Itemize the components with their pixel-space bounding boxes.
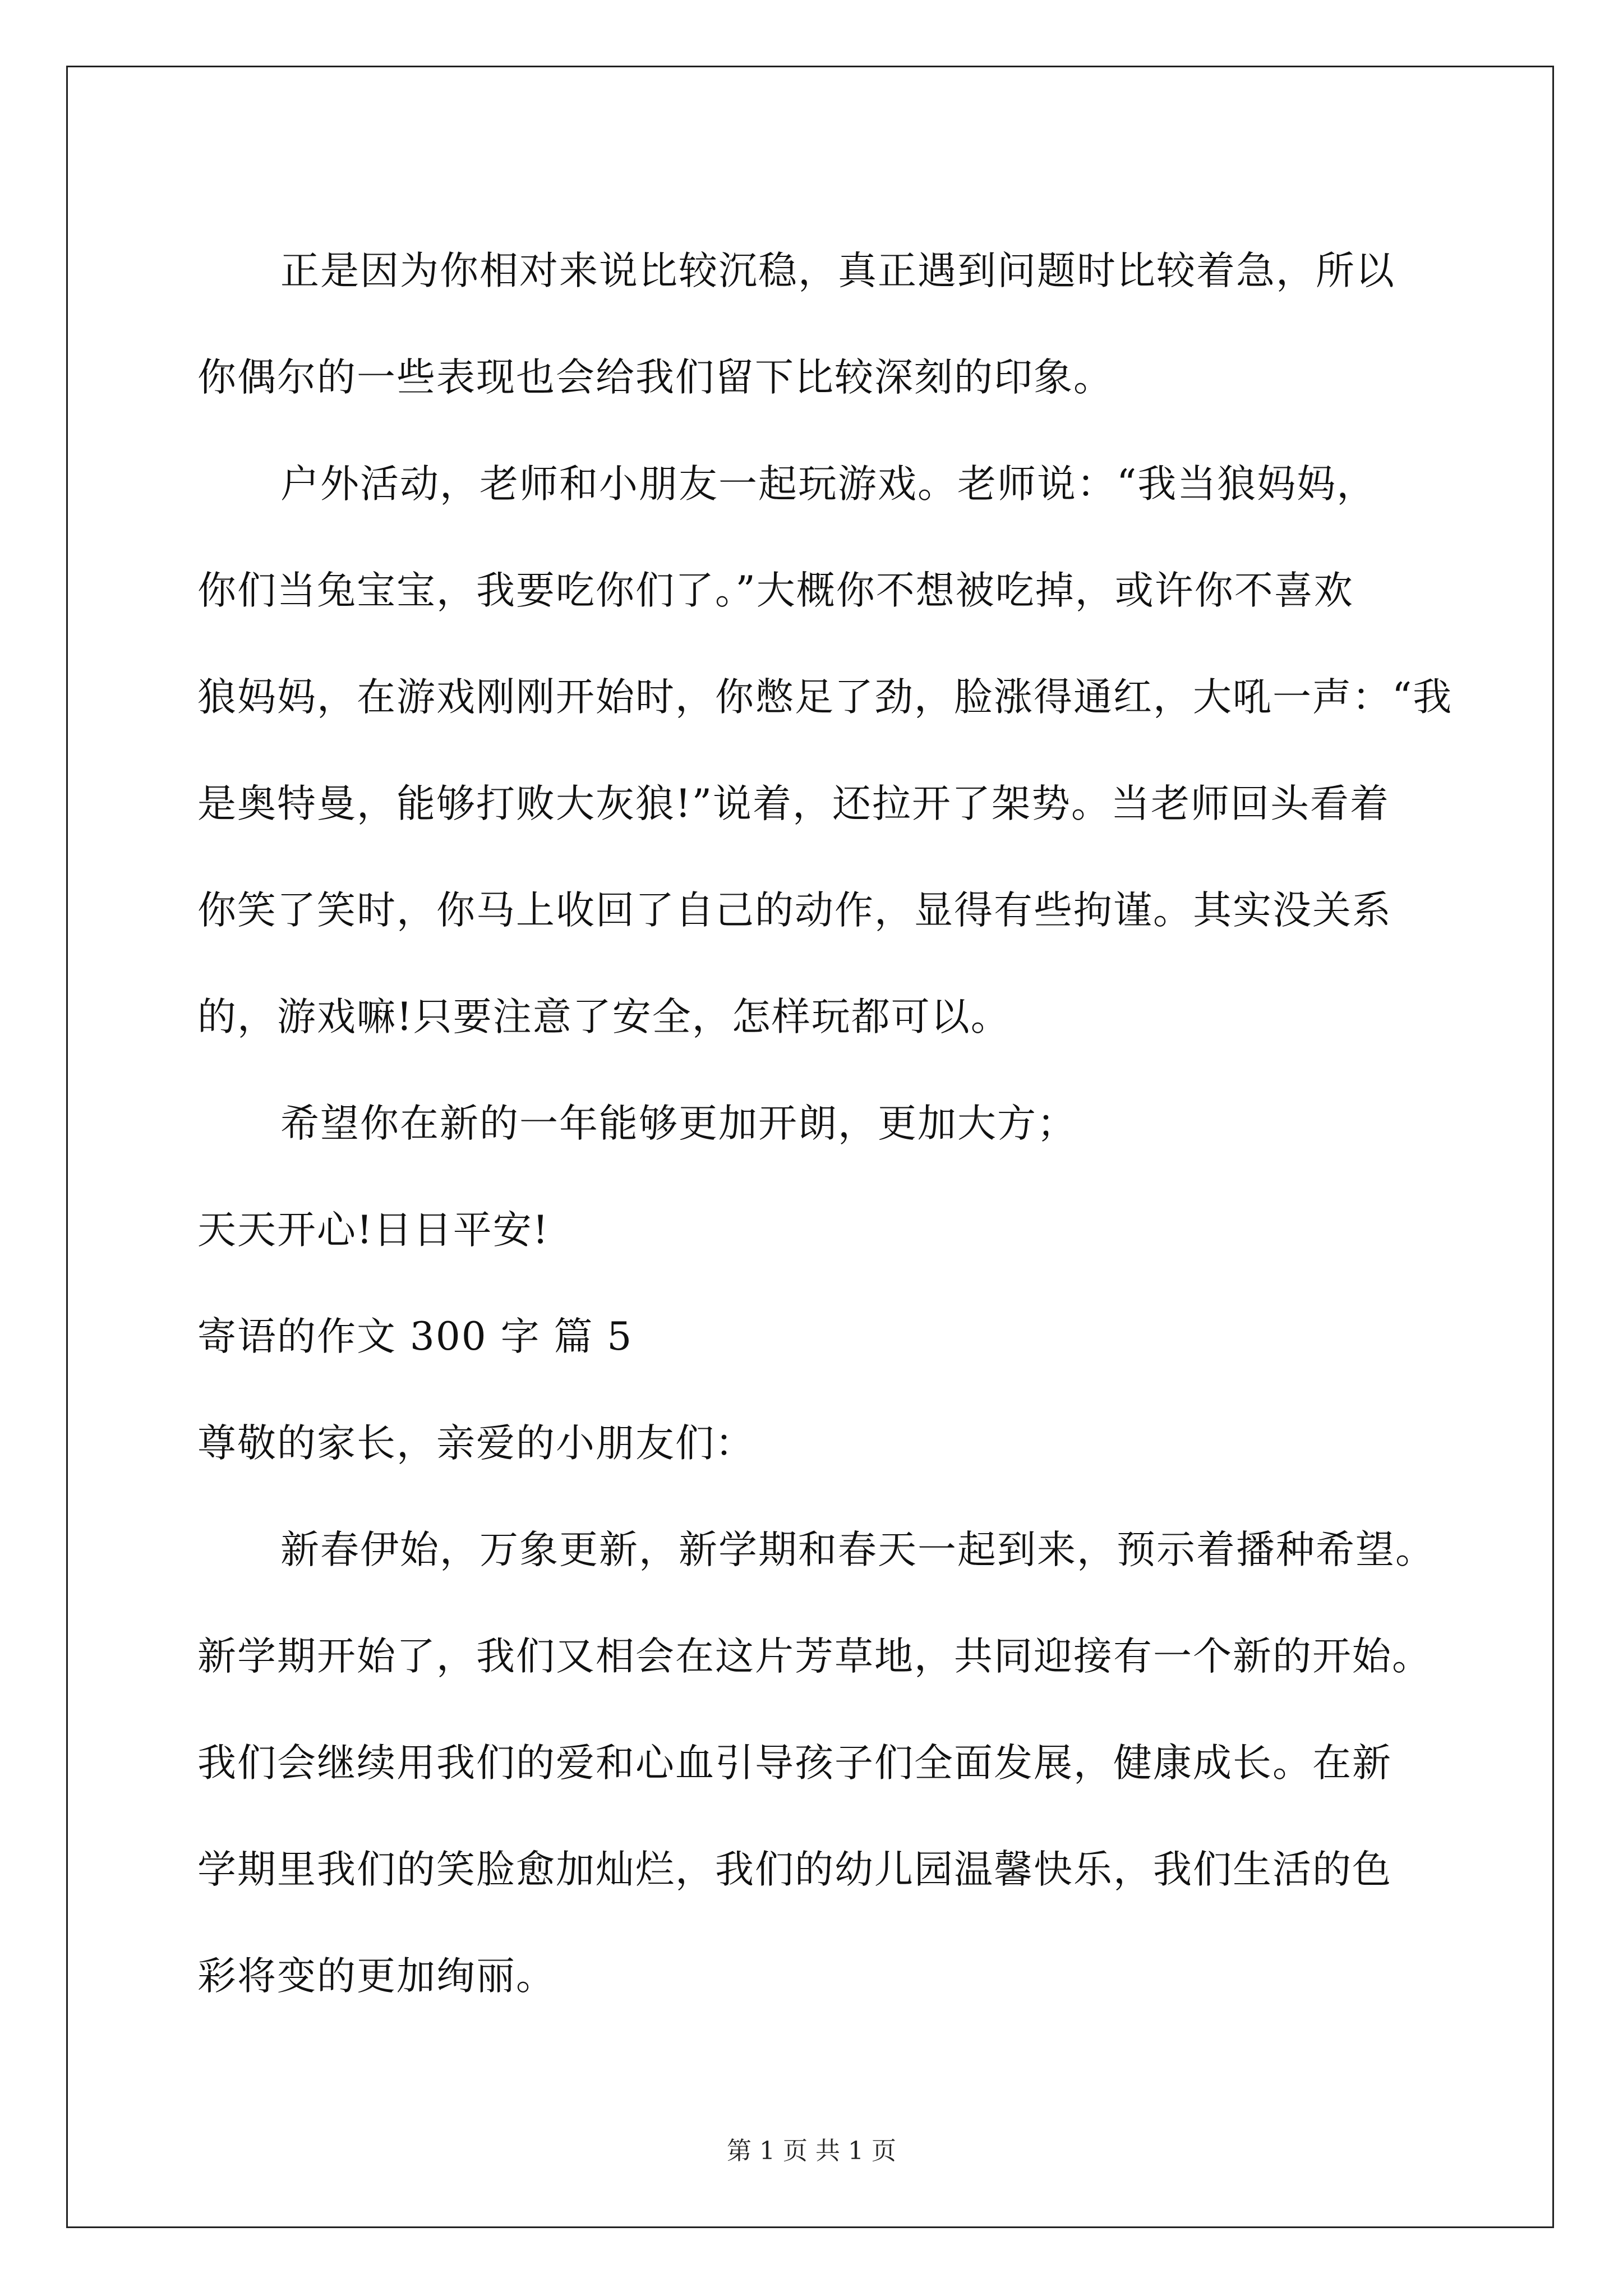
- paragraph-line: 户外活动，老师和小朋友一起玩游戏。老师说：“我当狼妈妈，: [280, 462, 1377, 507]
- paragraph-line: 你们当兔宝宝，我要吃你们了。”大概你不想被吃掉，或许你不喜欢: [197, 568, 1354, 613]
- document-body: [197, 218, 1482, 2030]
- paragraph-line: 你偶尔的一些表现也会给我们留下比较深刻的印象。: [197, 355, 1113, 400]
- salutation: 尊敬的家长，亲爱的小朋友们：: [197, 1421, 755, 1466]
- paragraph-line: 是奥特曼，能够打败大灰狼!”说着，还拉开了架势。当老师回头看着: [197, 781, 1390, 826]
- paragraph-line: 学期里我们的笑脸愈加灿烂，我们的幼儿园温馨快乐，我们生活的色: [197, 1847, 1392, 1892]
- paragraph-line: 我们会继续用我们的爱和心血引导孩子们全面发展，健康成长。在新: [197, 1741, 1392, 1786]
- paragraph-line: 希望你在新的一年能够更加开朗，更加大方；: [280, 1101, 1077, 1146]
- paragraph-line: 正是因为你相对来说比较沉稳，真正遇到问题时比较着急，所以: [280, 249, 1395, 293]
- page-number-footer: 第 1 页 共 1 页: [727, 2137, 896, 2165]
- paragraph-line: 的，游戏嘛!只要注意了安全，怎样玩都可以。: [197, 995, 1011, 1039]
- paragraph-line: 新学期开始了，我们又相会在这片芳草地，共同迎接有一个新的开始。: [197, 1634, 1432, 1679]
- paragraph-line: 天天开心!日日平安!: [197, 1208, 550, 1253]
- paragraph-line: 新春伊始，万象更新，新学期和春天一起到来，预示着播种希望。: [280, 1527, 1435, 1572]
- paragraph-line: 你笑了笑时，你马上收回了自己的动作，显得有些拘谨。其实没关系: [197, 888, 1392, 933]
- section-heading: 寄语的作文 300 字 篇 5: [197, 1314, 633, 1359]
- paragraph-line: 彩将变的更加绚丽。: [197, 1954, 556, 1999]
- paragraph-line: 狼妈妈，在游戏刚刚开始时，你憋足了劲，脸涨得通红，大吼一声：“我: [197, 675, 1453, 720]
